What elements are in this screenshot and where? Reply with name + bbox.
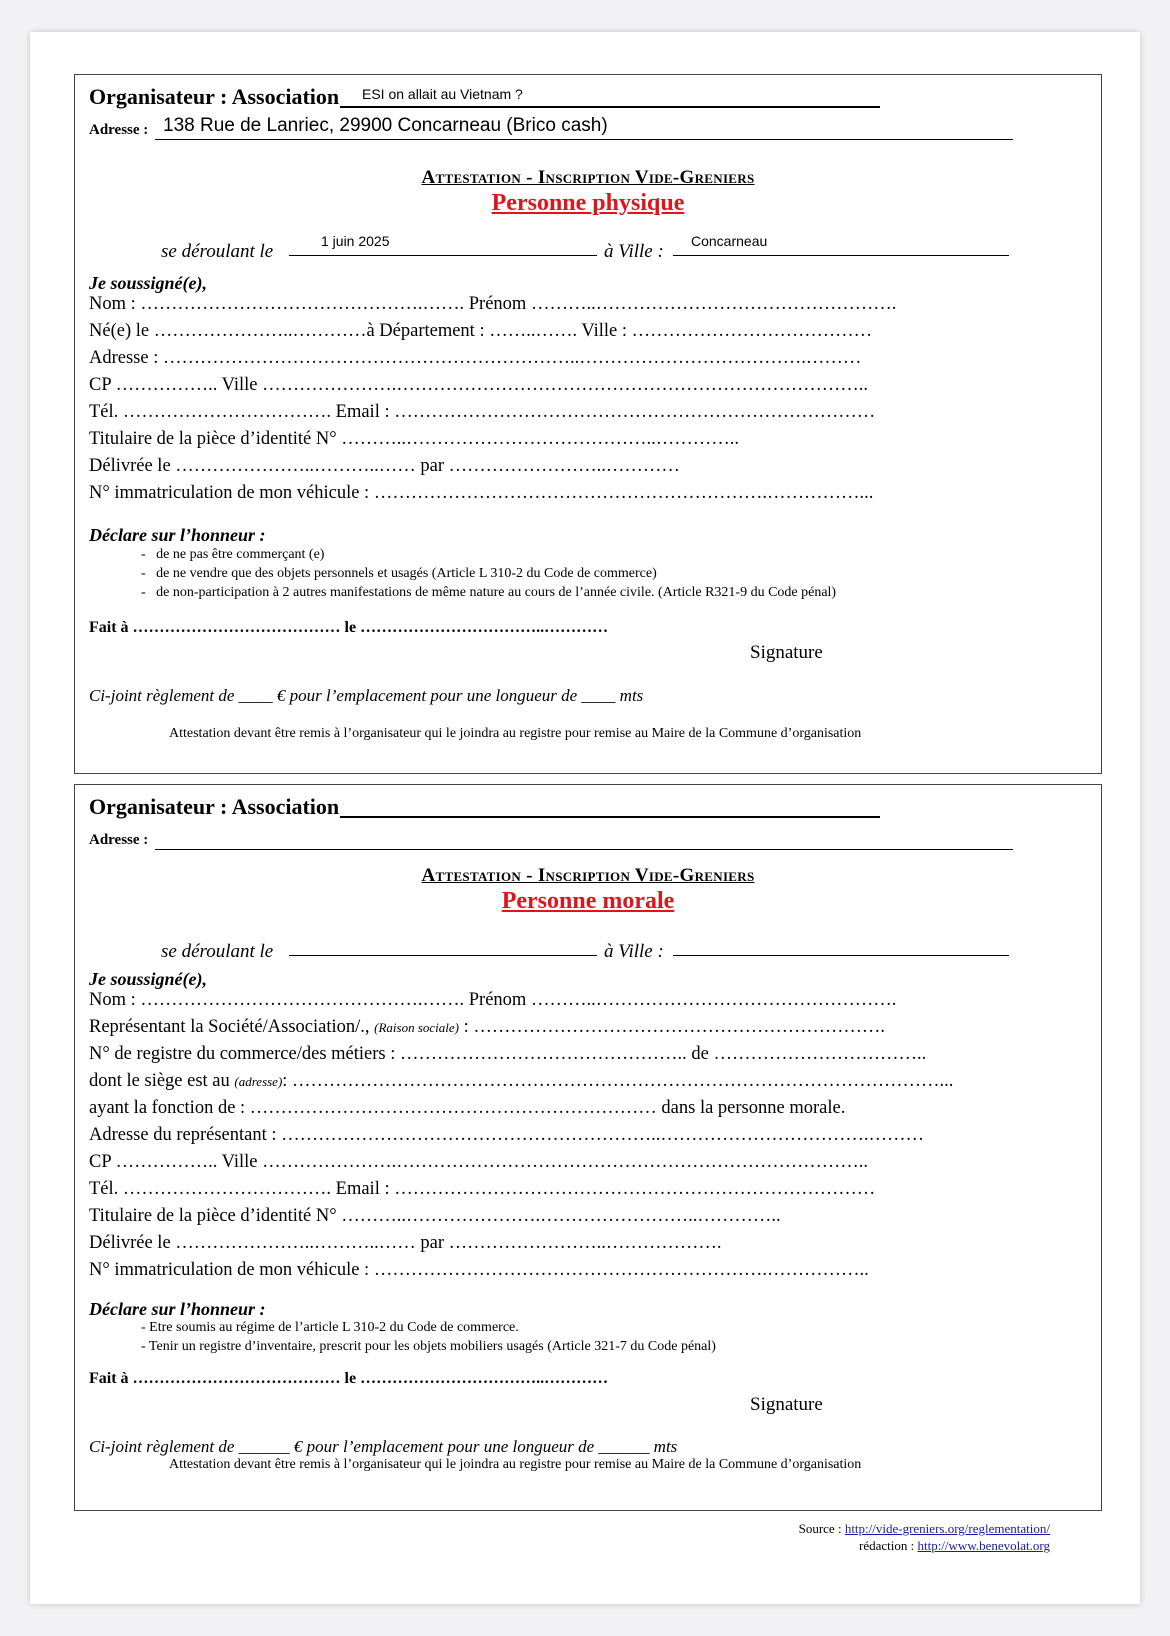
document-page: [30, 32, 1140, 1604]
form-title: Attestation - Inscription Vide-Greniers: [421, 167, 755, 188]
soussigne-label: Je soussigné(e),: [89, 273, 207, 293]
declare-title: Déclare sur l’honneur :: [89, 525, 266, 545]
field-adresse[interactable]: Adresse : …………………………………………………………..……………………………….………: [89, 348, 862, 368]
adresse-field[interactable]: [155, 828, 1013, 850]
adresse-label: Adresse :: [89, 832, 149, 848]
signature-label: Signature: [750, 1394, 823, 1415]
field-cp-ville[interactable]: CP …………….. Ville ………………….…………………………………………………………………..: [89, 1152, 868, 1172]
adresse-label: Adresse :: [89, 122, 149, 138]
declaration-item: - Etre soumis au régime de l’article L 310-2 du Code de commerce.: [141, 1320, 519, 1335]
attestation-note: Attestation devant être remis à l’organisateur qui le joindra au registre pour remise au Maire de la Commune d’organisation: [169, 1457, 862, 1472]
field-representant[interactable]: Représentant la Société/Association/., (Raison sociale) : ………………………………………………………….: [89, 1017, 885, 1037]
field-registre-commerce[interactable]: N° de registre du commerce/des métiers : ……………………………………….. de ……………………………..: [89, 1044, 927, 1064]
organisateur-label: Organisateur : Association: [89, 794, 340, 819]
field-delivree[interactable]: Délivrée le …………………..………..…… par ……………………..…………: [89, 456, 680, 476]
declaration-item: - de ne pas être commerçant (e): [141, 547, 325, 562]
ville-label: à Ville :: [604, 241, 664, 262]
source-credit: Source : http://vide-greniers.org/reglementation/: [798, 1521, 1050, 1536]
ville-label: à Ville :: [604, 941, 664, 962]
reglement-line[interactable]: Ci-joint règlement de ____ € pour l’emplacement pour une longueur de ____ mts: [89, 686, 644, 705]
deroulant-label: se déroulant le: [161, 941, 274, 962]
source-link[interactable]: http://vide-greniers.org/reglementation/: [844, 1521, 1050, 1536]
date-field[interactable]: [289, 934, 597, 956]
ville-field[interactable]: [673, 234, 1009, 256]
field-immatriculation[interactable]: N° immatriculation de mon véhicule : ……………………………………………………….……………...: [89, 483, 874, 503]
redaction-credit: rédaction : http://www.benevolat.org: [859, 1538, 1050, 1553]
organisateur-field[interactable]: [340, 793, 880, 818]
declaration-item: - Tenir un registre d’inventaire, prescrit pour les objets mobiliers usagés (Article 321-7 du Code pénal): [141, 1339, 716, 1354]
redaction-link[interactable]: http://www.benevolat.org: [917, 1538, 1050, 1553]
soussigne-label: Je soussigné(e),: [89, 969, 207, 989]
form-personne-morale: [74, 784, 1102, 1511]
form-personne-physique: [74, 74, 1102, 774]
field-nom-prenom[interactable]: Nom : ……………………………………….……. Prénom ………..………………………………………….: [89, 990, 897, 1010]
field-immatriculation[interactable]: N° immatriculation de mon véhicule : ……………………………………………………….……………..: [89, 1260, 869, 1280]
signature-label: Signature: [750, 642, 823, 663]
ville-value: Concarneau: [691, 233, 768, 249]
field-siege[interactable]: dont le siège est au (adresse): ……………………………………………………………………………………………...: [89, 1071, 954, 1091]
reglement-line[interactable]: Ci-joint règlement de ______ € pour l’emplacement pour une longueur de ______ mts: [89, 1437, 678, 1456]
date-value: 1 juin 2025: [321, 233, 390, 249]
declaration-item: - de non-participation à 2 autres manifestations de même nature au cours de l’année civile. (Article R321-9 du Code pénal): [141, 585, 837, 600]
fait-a-field[interactable]: Fait à ………………………………… le ……………………………..…………: [89, 619, 609, 636]
ville-field[interactable]: [673, 934, 1009, 956]
field-fonction[interactable]: ayant la fonction de : ………………………………………………………… dans la personne morale.: [89, 1098, 846, 1118]
field-piece-identite[interactable]: Titulaire de la pièce d’identité N° ………..…………………………………..…………..: [89, 429, 740, 449]
field-delivree[interactable]: Délivrée le …………………..………..…… par ……………………..……………….: [89, 1233, 722, 1253]
declare-title: Déclare sur l’honneur :: [89, 1299, 266, 1319]
fait-a-field[interactable]: Fait à ………………………………… le ……………………………..…………: [89, 1370, 609, 1387]
organisateur-label: Organisateur : Association: [89, 84, 340, 109]
field-piece-identite[interactable]: Titulaire de la pièce d’identité N° ………..………………….……………………..…………..: [89, 1206, 781, 1226]
adresse-field[interactable]: [155, 115, 1013, 140]
field-nom-prenom[interactable]: Nom : ……………………………………….……. Prénom ………..………………………………………….: [89, 294, 897, 314]
field-naissance[interactable]: Né(e) le …………………..…………à Département : ……..……. Ville : …………………………………: [89, 321, 873, 341]
field-cp-ville[interactable]: CP …………….. Ville ………………….…………………………………………………………………..: [89, 375, 868, 395]
form-subtitle: Personne physique: [491, 190, 685, 216]
form-title: Attestation - Inscription Vide-Greniers: [421, 865, 755, 886]
attestation-note: Attestation devant être remis à l’organisateur qui le joindra au registre pour remise au Maire de la Commune d’organisation: [169, 726, 862, 741]
field-tel-email[interactable]: Tél. ……………………………. Email : ……………………………………………………………………: [89, 402, 876, 422]
organisateur-field[interactable]: [340, 83, 880, 108]
form-subtitle: Personne morale: [501, 888, 675, 914]
deroulant-label: se déroulant le: [161, 241, 274, 262]
organisateur-value: ESI on allait au Vietnam ?: [362, 86, 523, 102]
field-adresse-representant[interactable]: Adresse du représentant : ……………………………………………………..…………………………….………: [89, 1125, 925, 1145]
field-tel-email[interactable]: Tél. ……………………………. Email : ……………………………………………………………………: [89, 1179, 876, 1199]
adresse-value: 138 Rue de Lanriec, 29900 Concarneau (Brico cash): [163, 115, 608, 136]
declaration-item: - de ne vendre que des objets personnels et usagés (Article L 310-2 du Code de commerce): [141, 566, 657, 581]
date-field[interactable]: [289, 234, 597, 256]
